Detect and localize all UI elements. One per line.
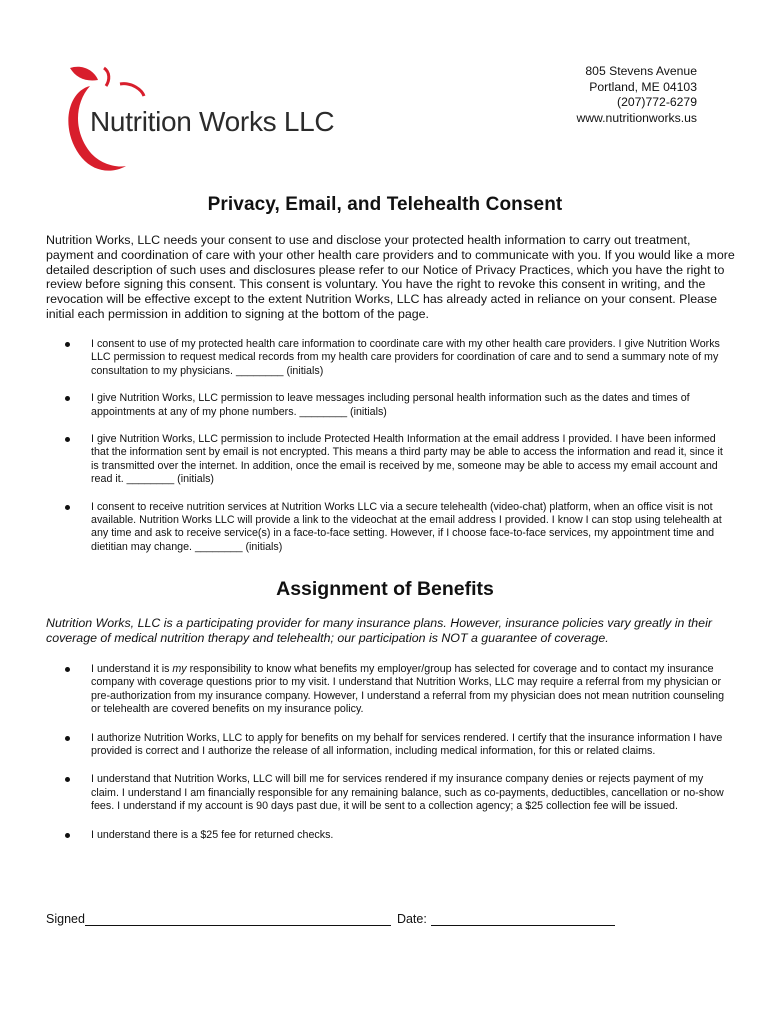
permission-text: I give Nutrition Works, LLC permission to leave messages including personal health information such as the dates and times of appointments at any of my phone numbers. ________ (initials) xyxy=(91,392,690,418)
date-label: Date: xyxy=(396,912,427,926)
list-item xyxy=(0,732,770,759)
address-city: Portland, ME 04103 xyxy=(589,79,697,94)
list-item xyxy=(0,663,770,717)
list-item xyxy=(0,433,770,487)
address-website: www.nutritionworks.us xyxy=(576,110,697,125)
permission-text: I consent to use of my protected health care information to coordinate care with my other health care providers. I give Nutrition Works LLC permission to request medical records from my health care providers for coordination of care and to send a summary note of my consultation to my physicians. ________ (initials) xyxy=(91,338,720,377)
bullet-icon xyxy=(65,396,70,401)
benefit-text: I understand that Nutrition Works, LLC will bill me for services rendered if my insurance company denies or rejects payment of my claim. I understand I am financially responsible for any remaining balance, such as co-payments, deductibles, cancellation or no-show fees. I understand if my account is 90 days past due, it will be sent to a collection agency; a $25 collection fee will be issued. xyxy=(91,773,724,813)
address-phone: (207)772-6279 xyxy=(617,95,697,110)
company-logo xyxy=(60,62,360,174)
permission-text: I give Nutrition Works, LLC permission to include Protected Health Information at the email address I provided. I have been informed that the information sent by email is not encrypted. This means a third party may be able to access the information and read it, since it is transmitted over the internet. In addition, once the email is received by me, someone may be able to access my email account and read it. ________ (initials) xyxy=(91,433,723,486)
logo-wordmark: Nutrition Works LLC xyxy=(90,106,335,137)
benefits-title: Assignment of Benefits xyxy=(276,578,494,600)
list-item xyxy=(0,501,770,555)
bullet-icon xyxy=(65,667,70,672)
list-item xyxy=(0,338,770,378)
benefit-text: I understand there is a $25 fee for returned checks. xyxy=(91,828,334,841)
permission-text: I consent to receive nutrition services at Nutrition Works LLC via a secure telehealth (video-chat) platform, when an office visit is not available. Nutrition Works LLC will provide a link to the videochat at the email address I provided. I know I can stop using telehealth at any time and ask to receive service(s) in a face-to-face setting. However, if I choose face-to-face services, my appointment time and dietitian may change. ________ (initials) xyxy=(91,500,722,553)
consent-title: Privacy, Email, and Telehealth Consent xyxy=(207,194,563,215)
benefit-text-emphasis: my xyxy=(172,663,187,675)
benefits-intro: Nutrition Works, LLC is a participating provider for many insurance plans. However, insurance policies vary greatly in their coverage of medical nutrition therapy and telehealth; our participation is NOT a guarantee of coverage. xyxy=(46,616,712,645)
bullet-icon xyxy=(65,777,70,782)
signature-row xyxy=(46,912,615,926)
list-item xyxy=(0,773,770,813)
list-item xyxy=(0,829,770,842)
signature-line[interactable] xyxy=(85,912,391,926)
benefit-text xyxy=(91,663,726,717)
benefit-text-end: responsibility to know what benefits my employer/group has selected for coverage and to contact my insurance company with coverage questions prior to my visit. I understand that Nutrition Works, LLC may require a referral from my physician or pre-authorization from my insurance company. However, I understand a referral from my physician does not mean nutrition counseling or telehealth are covered benefits on my insurance policy. xyxy=(91,663,725,716)
date-line[interactable] xyxy=(431,912,615,926)
benefit-text: I authorize Nutrition Works, LLC to apply for benefits on my behalf for services rendered. I certify that the insurance information I have provided is correct and I authorize the release of all information, including medical information, for this or related claims. xyxy=(91,731,723,758)
list-item xyxy=(0,392,770,419)
address-street: 805 Stevens Avenue xyxy=(585,64,697,78)
bullet-icon xyxy=(65,833,70,838)
bullet-icon xyxy=(65,736,70,741)
consent-intro: Nutrition Works, LLC needs your consent to use and disclose your protected health information to carry out treatment, payment and coordination of care with your other health care providers and to communicate with you. If you would like a more detailed description of such uses and disclosures please refer to our Notice of Privacy Practices, which you have the right to review before signing this consent. This consent is voluntary. You have the right to revoke this consent in writing, and the revocation will be effective except to the extent Nutrition Works, LLC has already acted in reliance on your consent. Please initial each permission in addition to signing at the bottom of the page. xyxy=(46,233,735,321)
signed-label: Signed xyxy=(46,912,85,926)
benefit-text-start: I understand it is xyxy=(91,663,173,675)
consent-permissions-list xyxy=(0,338,770,554)
company-address xyxy=(576,64,697,126)
bullet-icon xyxy=(65,342,70,347)
benefits-list xyxy=(0,663,770,842)
bullet-icon xyxy=(65,505,70,510)
bullet-icon xyxy=(65,437,70,442)
